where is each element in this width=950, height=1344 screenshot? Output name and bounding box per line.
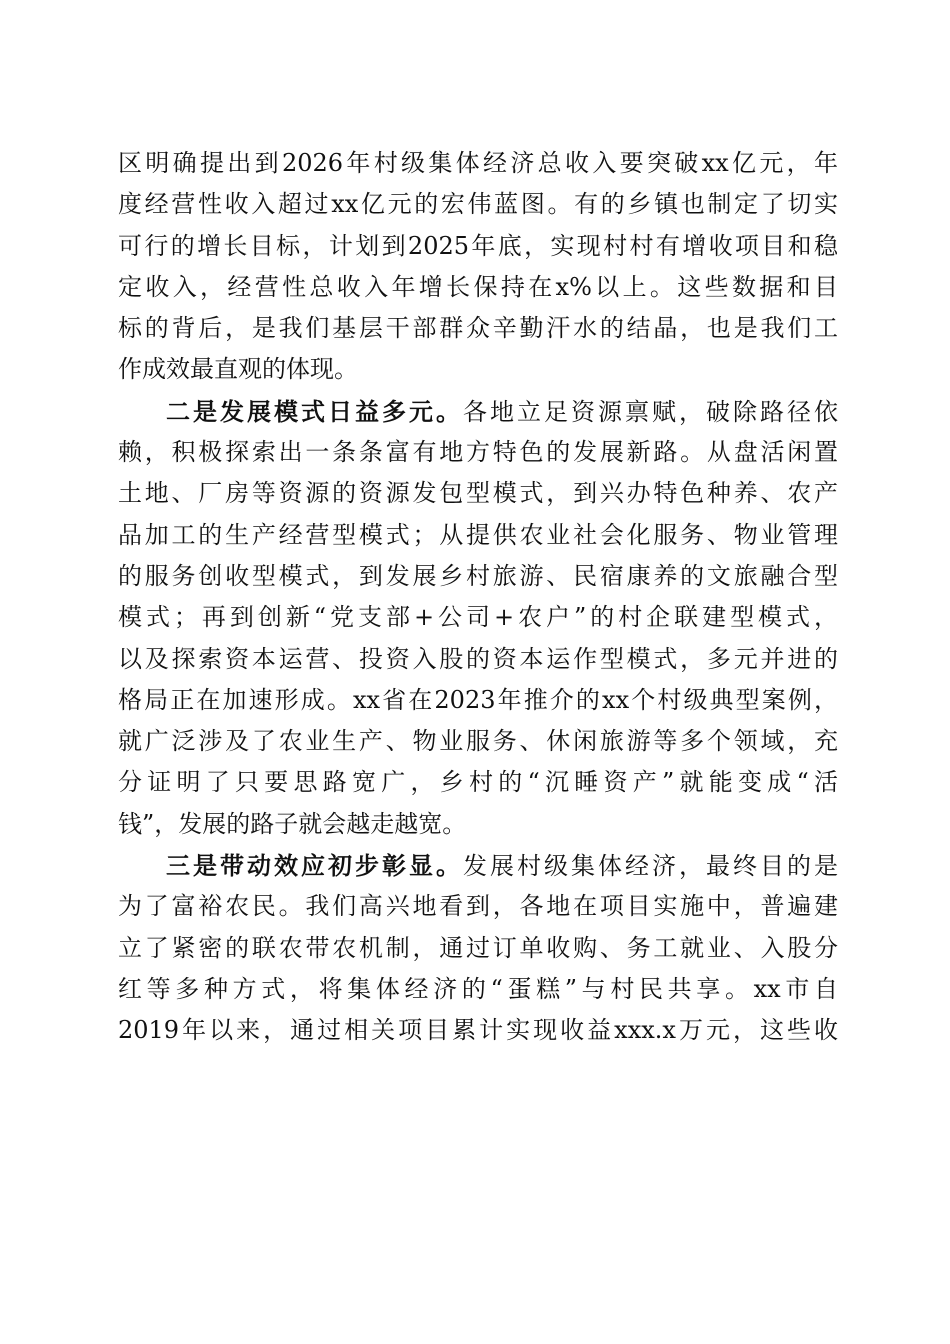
text-line: 模式；再到创新“党支部+公司+农户”的村企联建型模式， (118, 603, 838, 632)
text-line: 定收入，经营性总收入年增长保持在x%以上。这些数据和目 (118, 272, 838, 301)
document-body (118, 143, 838, 1052)
text-line: 的服务创收型模式，到发展乡村旅游、民宿康养的文旅融合型 (118, 561, 838, 590)
text-line: 品加工的生产经营型模式；从提供农业社会化服务、物业管理 (118, 520, 838, 549)
text-line: 红等多种方式，将集体经济的“蛋糕”与村民共享。xx市自 (118, 974, 838, 1003)
paragraph-2 (118, 391, 838, 845)
paragraph-heading: 三是带动效应初步彰显。 (166, 851, 463, 881)
text-line-first (118, 391, 838, 432)
text-line: 格局正在加速形成。xx省在2023年推介的xx个村级典型案例， (118, 685, 838, 714)
text-line: 立了紧密的联农带农机制，通过订单收购、务工就业、入股分 (118, 933, 838, 962)
text-line-first (118, 845, 838, 886)
text-run: 各地立足资源禀赋，破除路径依 (463, 397, 838, 426)
text-line: 赖，积极探索出一条条富有地方特色的发展新路。从盘活闲置 (118, 438, 838, 467)
text-line: 就广泛涉及了农业生产、物业服务、休闲旅游等多个领域，充 (118, 727, 838, 756)
text-line: 以及探索资本运营、投资入股的资本运作型模式，多元并进的 (118, 644, 838, 673)
text-line: 土地、厂房等资源的资源发包型模式，到兴办特色种养、农产 (118, 479, 838, 508)
text-line: 分证明了只要思路宽广，乡村的“沉睡资产”就能变成“活 (118, 768, 838, 797)
text-line: 标的背后，是我们基层干部群众辛勤汗水的结晶，也是我们工 (118, 314, 838, 343)
text-line: 2019年以来，通过相关项目累计实现收益xxx.x万元，这些收 (118, 1016, 838, 1045)
text-line: 度经营性收入超过xx亿元的宏伟蓝图。有的乡镇也制定了切实 (118, 190, 838, 219)
text-line: 区明确提出到2026年村级集体经济总收入要突破xx亿元，年 (118, 149, 838, 177)
text-line: 钱”，发展的路子就会越走越宽。 (118, 809, 467, 838)
text-run: 发展村级集体经济，最终目的是 (463, 852, 838, 881)
paragraph-3 (118, 845, 838, 1051)
text-line: 为了富裕农民。我们高兴地看到，各地在项目实施中，普遍建 (118, 892, 838, 921)
text-line: 可行的增长目标，计划到2025年底，实现村村有增收项目和稳 (118, 231, 838, 260)
paragraph-1 (118, 143, 838, 391)
text-line: 作成效最直观的体现。 (118, 355, 358, 384)
paragraph-heading: 二是发展模式日益多元。 (166, 396, 463, 426)
